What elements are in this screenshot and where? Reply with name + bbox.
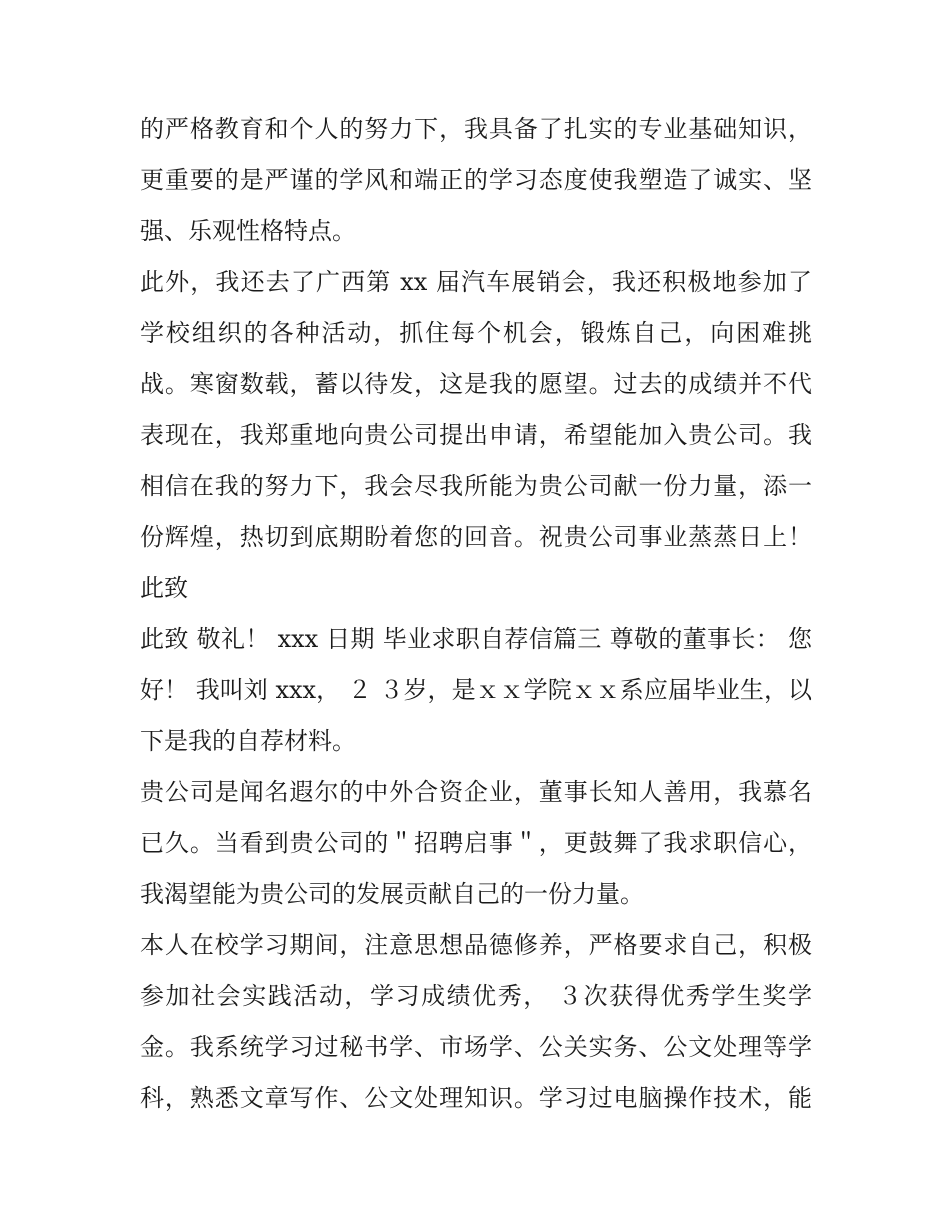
text-line: 好！ 我叫刘 xxx， ２ ３岁，是ｘｘ学院ｘｘ系应届毕业生，以 xyxy=(140,676,812,704)
text-line: 已久。当看到贵公司的＂招聘启事＂，更鼓舞了我求职信心， xyxy=(140,829,812,857)
text-line: 科，熟悉文章写作、公文处理知识。学习过电脑操作技术，能 xyxy=(140,1084,812,1112)
text-line: 份辉煌，热切到底期盼着您的回音。祝贵公司事业蒸蒸日上！ xyxy=(140,523,812,551)
text-line: 强、乐观性格特点。 xyxy=(140,217,356,245)
text-line: 此致 敬礼！ xxx 日期 毕业求职自荐信篇三 尊敬的董事长： 您 xyxy=(140,625,812,653)
text-line: 表现在，我郑重地向贵公司提出申请，希望能加入贵公司。我 xyxy=(140,421,812,449)
text-line: 参加社会实践活动，学习成绩优秀， ３次获得优秀学生奖学 xyxy=(140,982,812,1010)
text-line: 相信在我的努力下，我会尽我所能为贵公司献一份力量，添一 xyxy=(140,472,812,500)
text-line: 的严格教育和个人的努力下，我具备了扎实的专业基础知识， xyxy=(140,115,812,143)
text-line: 下是我的自荐材料。 xyxy=(140,727,356,755)
text-line: 我渴望能为贵公司的发展贡献自己的一份力量。 xyxy=(140,880,644,908)
text-line: 更重要的是严谨的学风和端正的学习态度使我塑造了诚实、坚 xyxy=(140,166,812,194)
text-line: 贵公司是闻名遐尔的中外合资企业，董事长知人善用，我慕名 xyxy=(140,778,812,806)
letter-body xyxy=(140,104,812,1124)
text-line: 此致 xyxy=(140,574,188,602)
text-line: 战。寒窗数载，蓄以待发，这是我的愿望。过去的成绩并不代 xyxy=(140,370,812,398)
text-line: 本人在校学习期间，注意思想品德修养，严格要求自己，积极 xyxy=(140,931,812,959)
text-line: 金。我系统学习过秘书学、市场学、公关实务、公文处理等学 xyxy=(140,1033,812,1061)
text-line: 学校组织的各种活动，抓住每个机会，锻炼自己，向困难挑 xyxy=(140,319,812,347)
text-line: 此外，我还去了广西第 xx 届汽车展销会，我还积极地参加了 xyxy=(140,268,812,296)
